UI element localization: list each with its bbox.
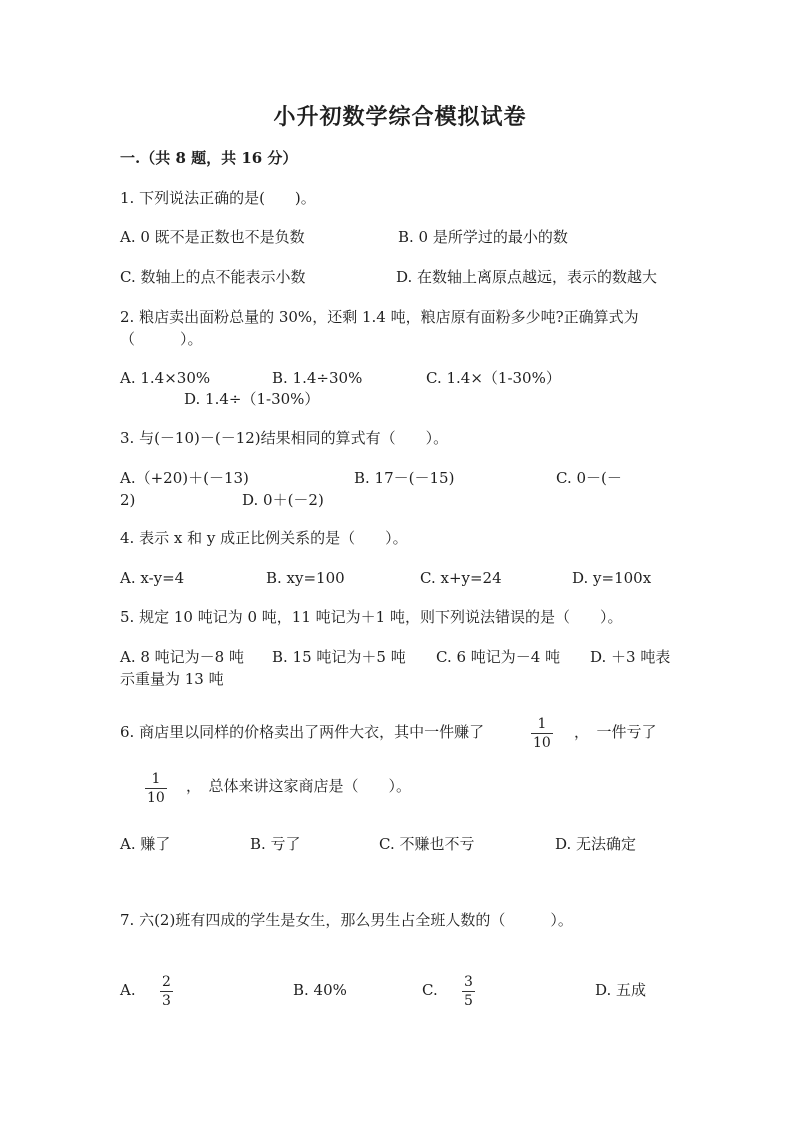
question-7-option-d: D. 五成 (595, 981, 647, 999)
question-5-option-c: C. 6 吨记为－4 吨 (436, 648, 561, 666)
question-6-fraction-2 (145, 771, 167, 806)
fraction-denominator: 5 (464, 993, 473, 1009)
fraction-bar (462, 991, 475, 992)
question-4-option-b: B. xy=100 (266, 569, 345, 587)
question-6-option-a: A. 赚了 (120, 835, 171, 853)
question-2-option-a: A. 1.4×30% (120, 369, 211, 387)
question-3-option-b: B. 17－(－15) (354, 469, 455, 487)
question-3-option-d: D. 0＋(－2) (242, 491, 324, 509)
question-3-option-c-line1: C. 0－(－ (556, 469, 622, 487)
fraction-bar (145, 788, 167, 789)
question-4-option-a: A. x-y=4 (120, 569, 185, 587)
question-7-option-a-fraction (160, 974, 173, 1009)
question-7-option-a-label: A. (120, 981, 136, 999)
question-6-stem-part2: ， 一件亏了 (574, 723, 657, 741)
page-title: 小升初数学综合模拟试卷 (273, 104, 527, 130)
question-2-option-d: D. 1.4÷（1-30%） (184, 390, 320, 408)
question-7-option-c-fraction (462, 974, 475, 1009)
question-5-option-d-line2: 示重量为 13 吨 (120, 670, 224, 688)
question-1-option-a: A. 0 既不是正数也不是负数 (120, 228, 305, 246)
question-5-option-a: A. 8 吨记为－8 吨 (120, 648, 244, 666)
question-6-option-d: D. 无法确定 (555, 835, 637, 853)
question-7-option-b: B. 40% (293, 981, 347, 999)
question-4-option-c: C. x+y=24 (420, 569, 502, 587)
fraction-bar (531, 733, 553, 734)
question-3-option-c-line2: 2) (120, 491, 136, 509)
fraction-denominator: 3 (162, 993, 171, 1009)
question-7-option-c-label: C. (422, 981, 438, 999)
question-6-stem-part3: ， 总体来讲这家商店是（ ）。 (186, 777, 412, 795)
question-2-option-c: C. 1.4×（1-30%） (426, 369, 561, 387)
fraction-numerator: 3 (464, 974, 473, 990)
question-5-option-b: B. 15 吨记为＋5 吨 (272, 648, 406, 666)
question-3-option-a: A.（+20)＋(－13) (120, 469, 249, 487)
question-6-option-c: C. 不赚也不亏 (379, 835, 475, 853)
question-6-fraction-1 (531, 716, 553, 751)
question-7-stem: 7. 六(2)班有四成的学生是女生，那么男生占全班人数的（ ）。 (120, 911, 573, 929)
question-1-stem: 1. 下列说法正确的是( )。 (120, 189, 316, 207)
question-2-stem-line2: （ ）。 (120, 330, 203, 348)
question-2-stem-line1: 2. 粮店卖出面粉总量的 30%，还剩 1.4 吨，粮店原有面粉多少吨?正确算式为 (120, 308, 639, 326)
section-header: 一.（共 8 题，共 16 分） (120, 149, 298, 167)
question-1-option-b: B. 0 是所学过的最小的数 (398, 228, 568, 246)
question-3-stem: 3. 与(－10)－(－12)结果相同的算式有（ ）。 (120, 429, 449, 447)
question-4-stem: 4. 表示 x 和 y 成正比例关系的是（ ）。 (120, 529, 408, 547)
fraction-numerator: 1 (151, 771, 161, 787)
question-2-option-b: B. 1.4÷30% (272, 369, 363, 387)
question-5-option-d-line1: D. ＋3 吨表 (590, 648, 671, 666)
fraction-bar (160, 991, 173, 992)
fraction-numerator: 2 (162, 974, 171, 990)
question-5-stem: 5. 规定 10 吨记为 0 吨，11 吨记为＋1 吨，则下列说法错误的是（ ）。 (120, 608, 623, 626)
question-1-option-d: D. 在数轴上离原点越远，表示的数越大 (396, 268, 658, 286)
fraction-denominator: 10 (533, 735, 551, 751)
question-6-stem-part1: 6. 商店里以同样的价格卖出了两件大衣，其中一件赚了 (120, 723, 485, 741)
question-4-option-d: D. y=100x (572, 569, 652, 587)
fraction-denominator: 10 (147, 790, 165, 806)
fraction-numerator: 1 (537, 716, 547, 732)
question-6-option-b: B. 亏了 (250, 835, 301, 853)
question-1-option-c: C. 数轴上的点不能表示小数 (120, 268, 306, 286)
